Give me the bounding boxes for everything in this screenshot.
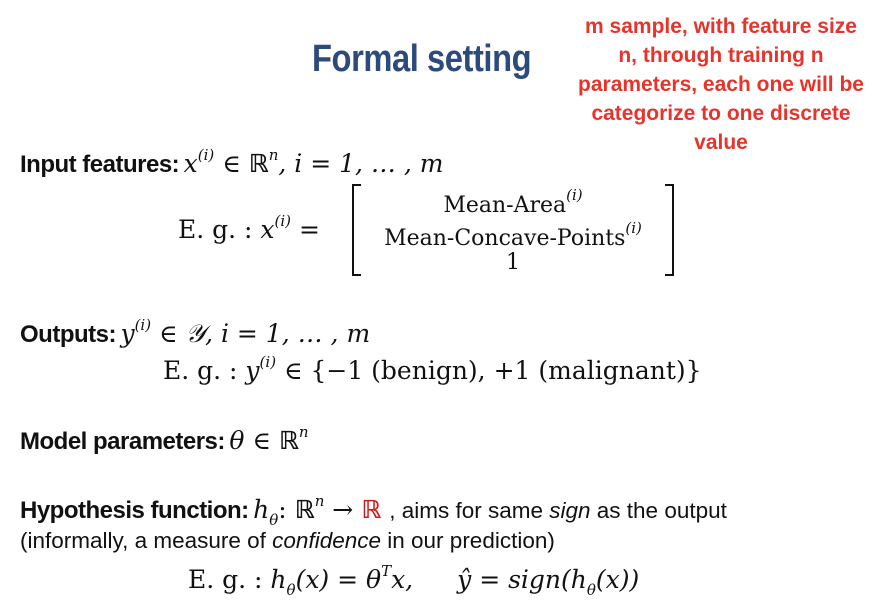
h-codomain-reals: ℝ (361, 495, 382, 524)
h-arrow: → (324, 495, 362, 524)
input-eg-equals: = (291, 215, 320, 244)
input-eg-x-sup: (i) (274, 212, 292, 230)
reals-symbol: ℝ (248, 149, 269, 178)
model-parameters-label: Model parameters: (20, 428, 225, 455)
hypothesis-text-2: as the output (590, 498, 727, 523)
hypothesis-line2-a: (informally, a measure of (20, 528, 273, 553)
h-var: h (253, 495, 270, 524)
input-index-range: , i = 1, … , m (278, 149, 444, 178)
hypothesis-line2-b: in our prediction) (381, 528, 555, 553)
in-symbol: ∈ (214, 149, 249, 178)
params-reals-exponent: n (298, 423, 309, 441)
annotation-note: m sample, with feature size n, through training n parameters, each one will be categorize to one discrete value (578, 15, 864, 154)
hyp-eg-h: h (270, 565, 287, 594)
input-features-line (20, 146, 443, 179)
outputs-eg-y: y (245, 356, 260, 385)
matrix-row-2-sup: (i) (625, 219, 642, 237)
hyp-eg-eq1: (x) = θ (295, 565, 382, 594)
outputs-line (20, 316, 370, 349)
hypothesis-label: Hypothesis function: (20, 497, 249, 524)
input-eg-x: x (260, 215, 275, 244)
outputs-eg-values: ∈ {−1 (benign), +1 (malignant)} (276, 356, 702, 385)
params-in: ∈ (244, 426, 279, 455)
hyp-eg-h2: h (570, 565, 587, 594)
matrix-row-1 (352, 186, 674, 218)
params-reals: ℝ (278, 426, 299, 455)
input-example-prefix (178, 212, 320, 244)
hyp-eg-eq3: (x)) (595, 565, 640, 594)
feature-vector-matrix (352, 182, 674, 274)
input-features-label: Input features: (20, 151, 180, 178)
y-sup: (i) (134, 316, 152, 334)
matrix-row-3 (352, 250, 674, 275)
hypothesis-example (188, 562, 639, 599)
hypothesis-text-1: , aims for same (389, 498, 550, 523)
hypothesis-line-1 (20, 492, 727, 529)
matrix-row-2-text: Mean-Concave-Points (384, 226, 626, 251)
h-domain-exponent: n (314, 492, 325, 510)
x-sup: (i) (197, 146, 215, 164)
outputs-label: Outputs: (20, 321, 116, 348)
outputs-set: ∈ 𝒴, i = 1, … , m (151, 319, 371, 348)
x-var: x (183, 149, 198, 178)
hyp-eg-h2-sub: θ (586, 581, 596, 599)
hyp-eg-h-sub: θ (286, 581, 296, 599)
outputs-eg-label: E. g. : (163, 356, 246, 385)
matrix-row-3-text: 1 (506, 250, 520, 275)
model-parameters-line (20, 423, 309, 456)
h-domain-reals: ℝ (294, 495, 315, 524)
hyp-eg-label: E. g. : (188, 565, 271, 594)
outputs-eg-y-sup: (i) (259, 353, 277, 371)
hyp-eg-transpose: T (381, 562, 392, 580)
outputs-example (163, 353, 702, 385)
page-title: Formal setting (312, 38, 532, 80)
reals-exponent: n (268, 146, 279, 164)
input-eg-label: E. g. : (178, 215, 261, 244)
y-var: y (120, 319, 135, 348)
matrix-row-1-text: Mean-Area (443, 193, 567, 218)
hyp-eg-eq2: x, (391, 565, 414, 594)
hypothesis-confidence-word: confidence (272, 528, 382, 553)
hypothesis-sign-word: sign (549, 498, 591, 523)
matrix-row-2 (352, 219, 674, 251)
h-sub-theta: θ (269, 511, 279, 529)
h-colon: : (278, 495, 295, 524)
hypothesis-line-2 (20, 528, 555, 554)
theta-var: θ (229, 426, 245, 455)
hyp-eg-yhat: ŷ = sign( (457, 565, 571, 594)
matrix-row-1-sup: (i) (566, 186, 583, 204)
